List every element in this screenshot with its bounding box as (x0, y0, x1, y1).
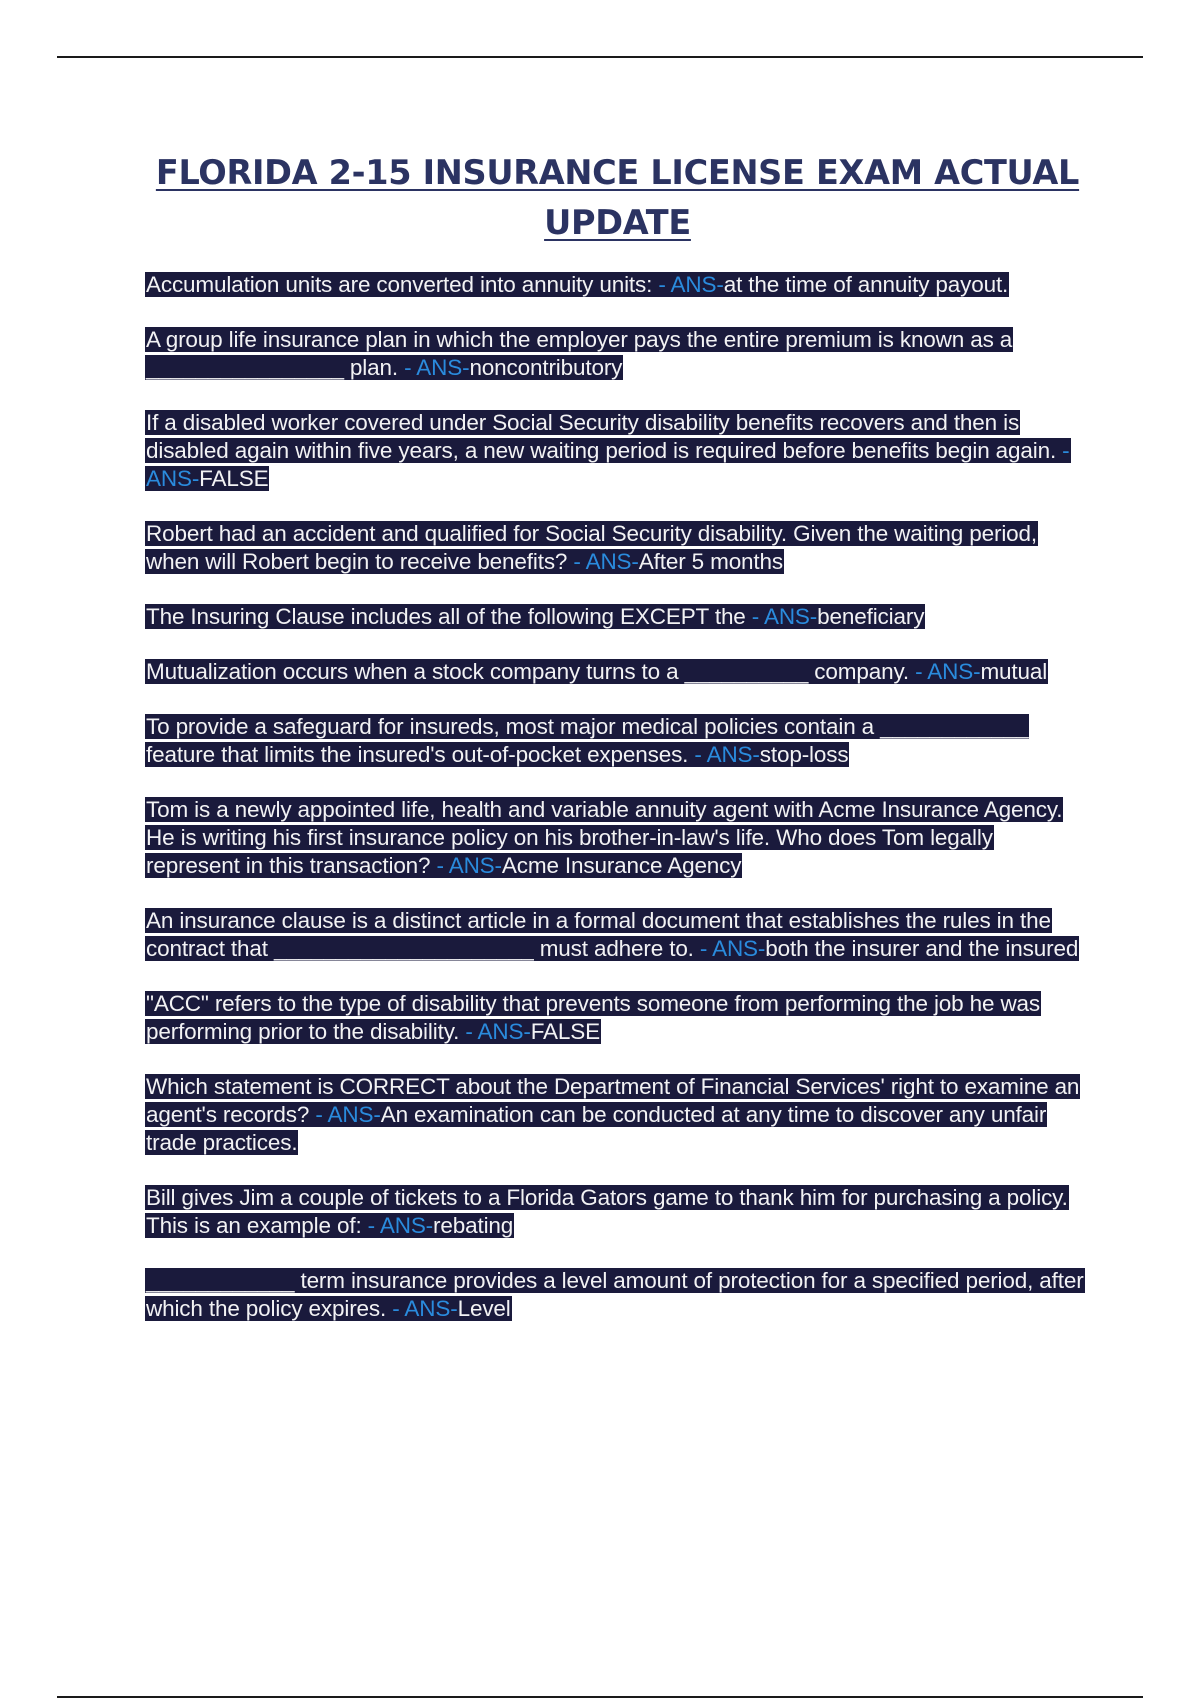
question-text: An insurance clause is a distinct article in a formal document that establishes the rules in the contract that _____________________ must adhere to. (146, 908, 1051, 961)
qa-highlight (145, 272, 1009, 297)
qa-item (145, 603, 1090, 631)
qa-highlight (145, 521, 1038, 574)
qa-highlight (145, 714, 1029, 767)
ans-marker: - ANS- (459, 1019, 531, 1044)
answer-text: mutual (980, 659, 1048, 684)
answer-text: at the time of annuity payout. (723, 272, 1009, 297)
question-text: ____________ term insurance provides a level amount of protection for a specified period, after which the policy expires. (146, 1268, 1084, 1321)
question-text: Which statement is CORRECT about the Department of Financial Services' right to examine an agent's records? (146, 1074, 1080, 1127)
top-rule (57, 56, 1143, 58)
answer-text: Level (457, 1296, 511, 1321)
answer-text: An examination can be conducted at any time to discover any unfair trade practices. (146, 1102, 1047, 1155)
ans-marker: - ANS- (688, 742, 760, 767)
qa-highlight (145, 908, 1079, 961)
qa-highlight (145, 659, 1048, 684)
answer-text: stop-loss (759, 742, 849, 767)
qa-highlight (145, 797, 1063, 878)
question-text: "ACC" refers to the type of disability that prevents someone from performing the job he was performing prior to the disability. (146, 991, 1041, 1044)
qa-item (145, 990, 1090, 1046)
qa-item (145, 907, 1090, 963)
ans-marker: - ANS- (309, 1102, 381, 1127)
document-title-text: FLORIDA 2-15 INSURANCE LICENSE EXAM ACTUAL UPDATE (155, 153, 1080, 242)
bottom-rule (57, 1696, 1143, 1698)
qa-item (145, 520, 1090, 576)
ans-marker: - ANS- (397, 355, 470, 380)
qa-item (145, 409, 1090, 493)
qa-item (145, 713, 1090, 769)
ans-marker: - ANS- (745, 604, 818, 629)
qa-highlight (145, 1185, 1069, 1238)
ans-marker: - ANS- (652, 272, 724, 297)
answer-text: beneficiary (817, 604, 925, 629)
ans-marker: - ANS- (386, 1296, 458, 1321)
answer-text: both the insurer and the insured (765, 936, 1079, 961)
question-text: Bill gives Jim a couple of tickets to a Florida Gators game to thank him for purchasing a policy. This is an example of: (146, 1185, 1068, 1238)
qa-item (145, 796, 1090, 880)
qa-item (145, 1184, 1090, 1240)
question-text: Tom is a newly appointed life, health and variable annuity agent with Acme Insurance Agency. He is writing his first insurance policy on his brother-in-law's life. Who does Tom legally represent in this transaction? (146, 797, 1063, 878)
ans-marker: - ANS- (693, 936, 766, 961)
qa-highlight (145, 1268, 1085, 1321)
qa-highlight (145, 410, 1071, 491)
qa-item (145, 658, 1090, 686)
question-text: Robert had an accident and qualified for Social Security disability. Given the waiting period, when will Robert begin to receive benefits? (146, 521, 1037, 574)
qa-highlight (145, 327, 1013, 380)
question-text: Mutualization occurs when a stock company turns to a __________ company. (146, 659, 909, 684)
qa-highlight (145, 604, 925, 629)
ans-marker: - ANS- (146, 438, 1070, 491)
answer-text: After 5 months (638, 549, 783, 574)
question-text: If a disabled worker covered under Social Security disability benefits recovers and then is disabled again within five years, a new waiting period is required before benefits begin again. (146, 410, 1057, 463)
answer-text: FALSE (530, 1019, 600, 1044)
qa-highlight (145, 1074, 1080, 1155)
qa-item (145, 326, 1090, 382)
qa-item (145, 271, 1090, 299)
answer-text: Acme Insurance Agency (501, 853, 742, 878)
answer-text: rebating (433, 1213, 514, 1238)
question-text: To provide a safeguard for insureds, most major medical policies contain a ____________ feature that limits the insured's out-of-pocket expenses. (146, 714, 1029, 767)
qa-list (145, 271, 1090, 1350)
qa-item (145, 1073, 1090, 1157)
ans-marker: - ANS- (567, 549, 639, 574)
document-title (145, 148, 1090, 248)
question-text: A group life insurance plan in which the employer pays the entire premium is known as a ________________ plan. (146, 327, 1013, 380)
ans-marker: - ANS- (361, 1213, 434, 1238)
ans-marker: - ANS- (430, 853, 502, 878)
qa-highlight (145, 991, 1041, 1044)
qa-item (145, 1267, 1090, 1323)
question-text: Accumulation units are converted into annuity units: (146, 272, 653, 297)
question-text: The Insuring Clause includes all of the following EXCEPT the (146, 604, 746, 629)
answer-text: FALSE (199, 466, 269, 491)
ans-marker: - ANS- (908, 659, 981, 684)
answer-text: noncontributory (469, 355, 623, 380)
